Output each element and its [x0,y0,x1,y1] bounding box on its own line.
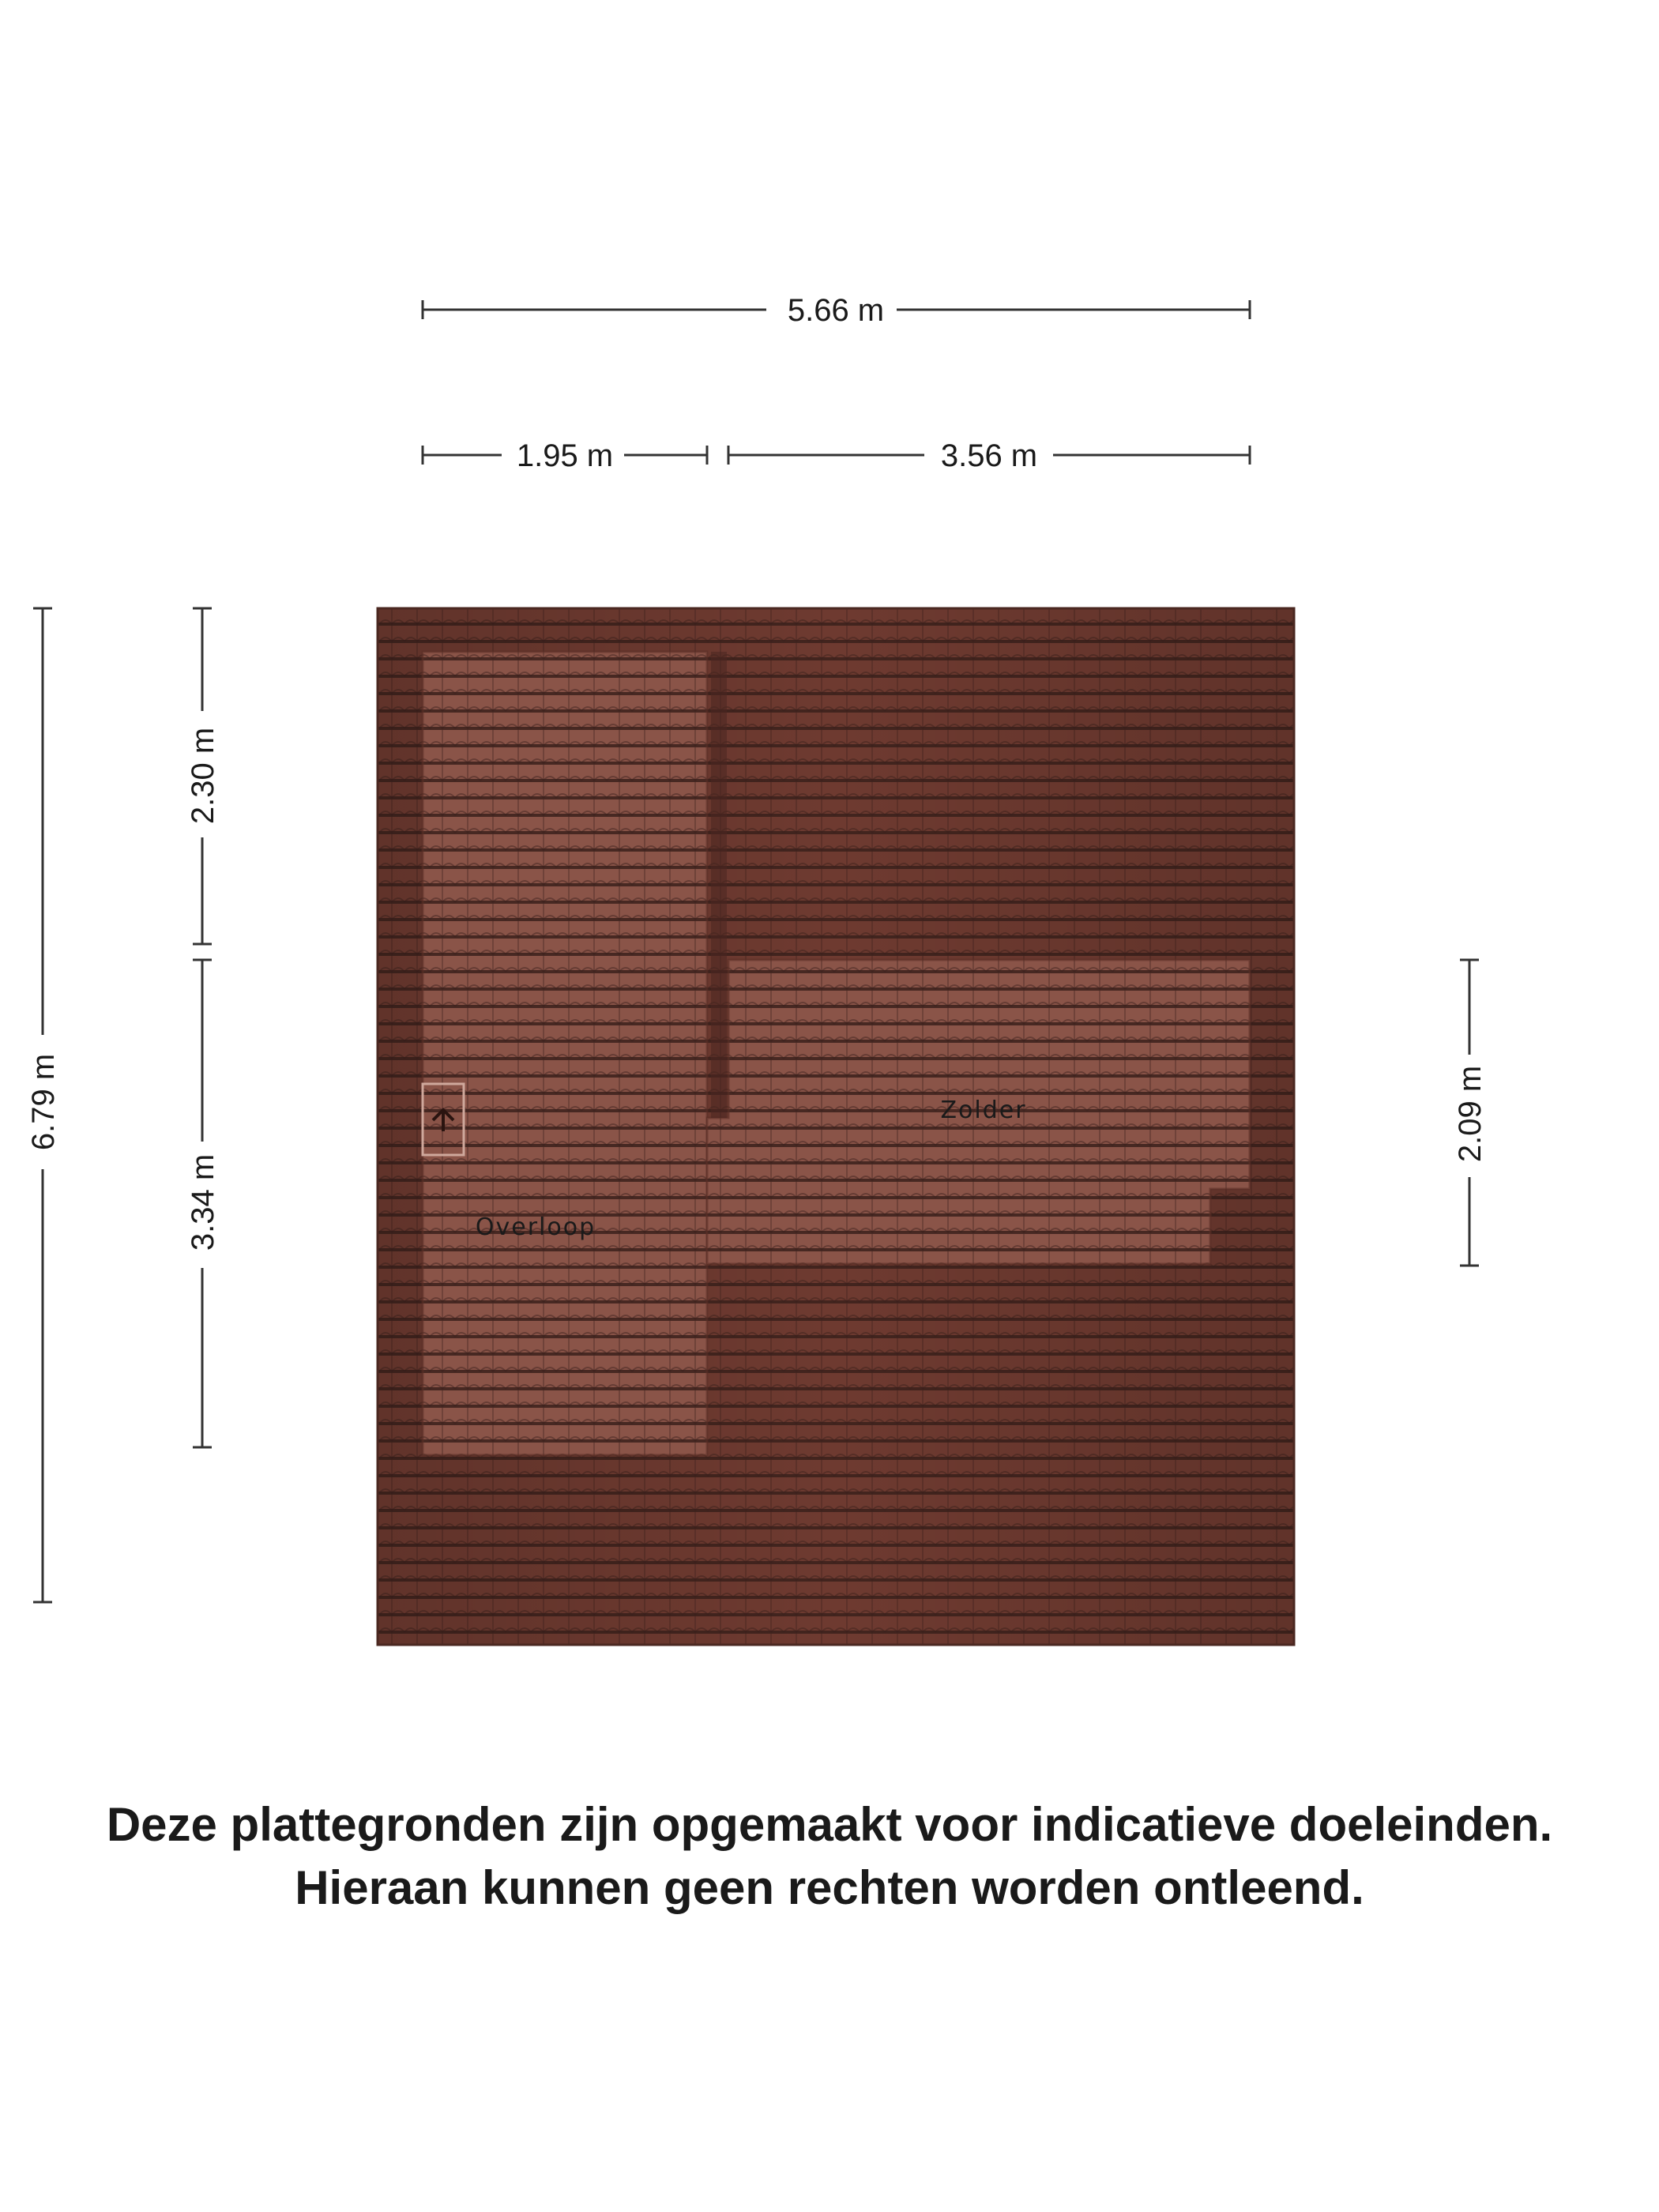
dim-top-left-label: 1.95 m [516,438,614,473]
disclaimer-line-1: Deze plattegronden zijn opgemaakt voor indicatieve doeleinden. [106,1798,1553,1851]
dim-left-total-label: 6.79 m [26,1053,61,1151]
room-overloop [423,652,707,1455]
dim-top-right-label: 3.56 m [940,438,1038,473]
disclaimer-line-2: Hieraan kunnen geen rechten worden ontleend. [295,1861,1364,1914]
dim-left-lower-label: 3.34 m [186,1153,220,1251]
inner-wall [711,652,727,1118]
dim-top-total-label: 5.66 m [787,293,885,328]
dim-left-upper-label: 2.30 m [186,727,220,825]
dim-right-label: 2.09 m [1453,1065,1488,1163]
room-label-zolder: Zolder [940,1097,1027,1124]
room-label-overloop: Overloop [475,1213,596,1241]
